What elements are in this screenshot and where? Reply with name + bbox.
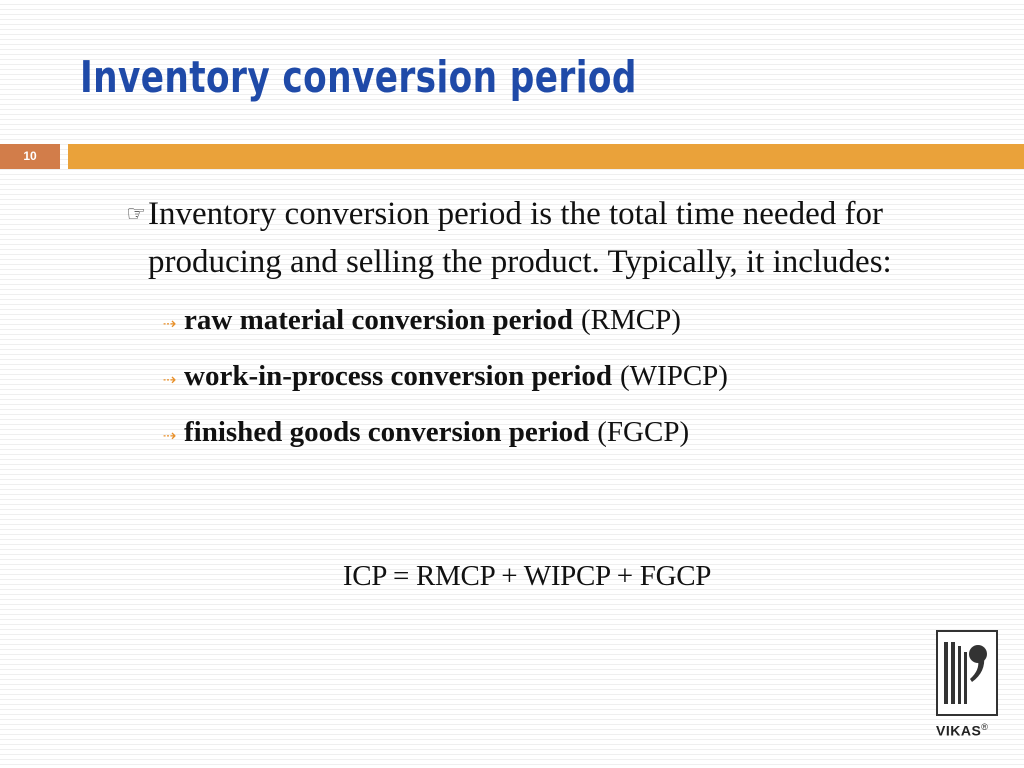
accent-bar (68, 144, 1024, 169)
registered-mark: ® (981, 722, 989, 732)
book-comma-icon (938, 632, 996, 714)
slide-content (110, 190, 930, 462)
sub-item-abbr: (FGCP) (597, 416, 690, 448)
sub-item-abbr: (WIPCP) (620, 360, 728, 392)
sub-bullet-item (110, 406, 930, 462)
dashed-arrow-icon: ⇢ (162, 314, 176, 333)
pointing-hand-icon: ☞ (126, 201, 146, 226)
dashed-arrow-icon: ⇢ (162, 370, 176, 389)
vikas-logo-text: VIKAS® (936, 722, 989, 739)
slide-title: Inventory conversion period (80, 52, 637, 103)
sub-item-term: finished goods conversion period (184, 416, 590, 448)
sub-item-term: work-in-process conversion period (184, 360, 613, 392)
main-bullet-text: Inventory conversion period is the total time needed for producing and selling the product. Typically, it includes: (148, 196, 892, 280)
formula: ICP = RMCP + WIPCP + FGCP (342, 560, 712, 592)
sub-bullet-item (110, 294, 930, 350)
dashed-arrow-icon: ⇢ (162, 426, 176, 445)
sub-item-term: raw material conversion period (184, 304, 574, 336)
vikas-logo (936, 630, 1002, 739)
page-number-badge: 10 (0, 144, 60, 169)
sub-bullet-item (110, 350, 930, 406)
sub-bullet-list (110, 294, 930, 462)
sub-item-abbr: (RMCP) (581, 304, 681, 336)
main-bullet-point (110, 190, 930, 286)
vikas-logo-mark (936, 630, 998, 716)
